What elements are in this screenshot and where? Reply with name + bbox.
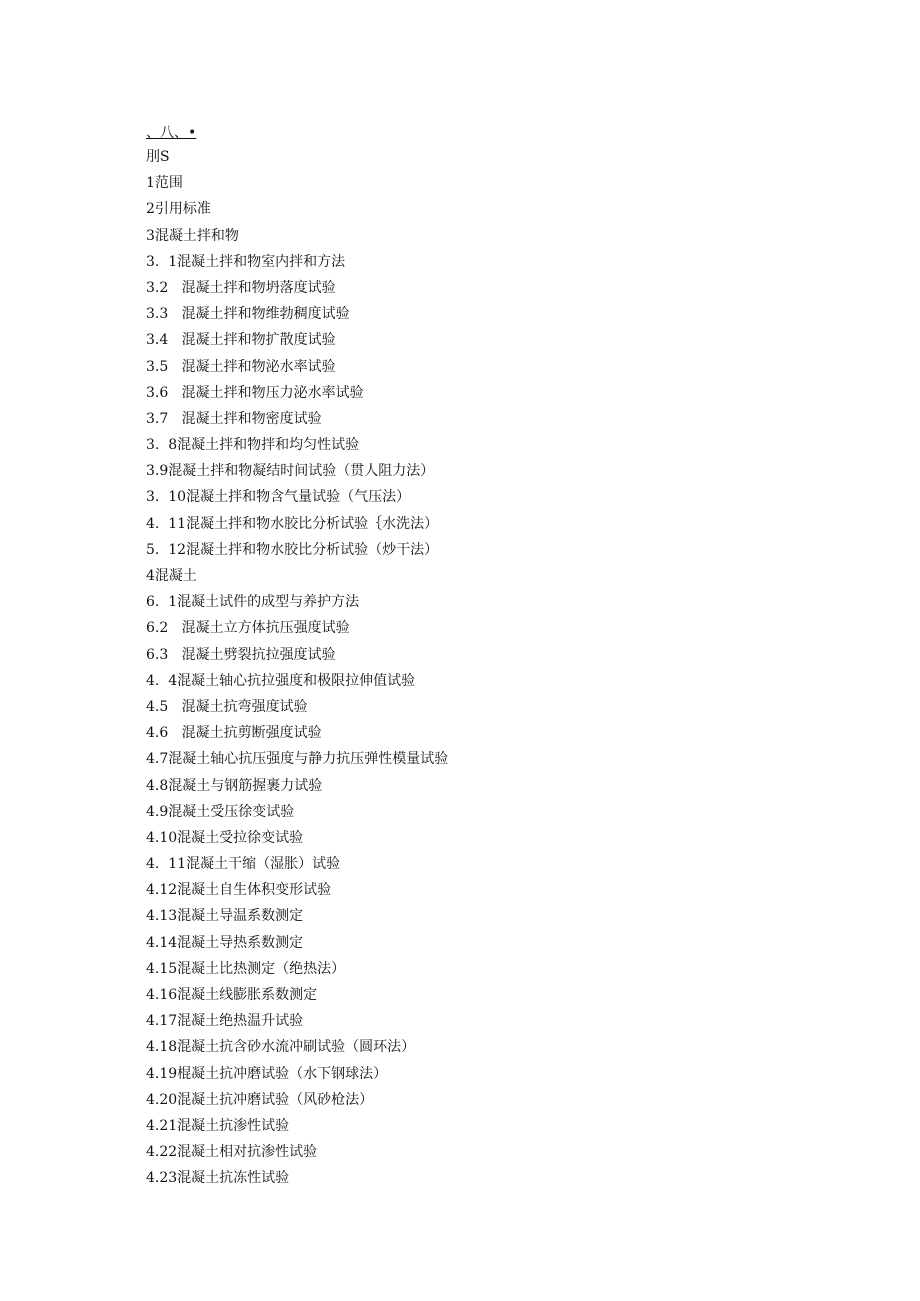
toc-item: 6.3 混凝土劈裂抗拉强度试验 <box>146 646 336 663</box>
toc-item: 4.20混凝土抗冲磨试验（风砂枪法） <box>146 1091 374 1108</box>
toc-item: 4.17混凝土绝热温升试验 <box>146 1013 304 1030</box>
toc-item: 3.6 混凝土拌和物压力泌水率试验 <box>146 384 364 401</box>
toc-item: 4.5 混凝土抗弯强度试验 <box>146 698 308 715</box>
toc-item: 4. 11混凝土干缩（湿胀）试验 <box>146 856 341 873</box>
toc-item: 1范围 <box>146 175 183 192</box>
toc-item: 3.7 混凝土拌和物密度试验 <box>146 410 322 427</box>
toc-item: 4.7混凝土轴心抗压强度与静力抗压弹性模量试验 <box>146 751 449 768</box>
toc-item: 6.2 混凝土立方体抗压强度试验 <box>146 620 350 637</box>
toc-item: 5. 12混凝土拌和物水胶比分析试验（炒干法） <box>146 541 439 558</box>
toc-item: 4.12混凝土自生体积变形试验 <box>146 882 332 899</box>
toc-item: 4.6 混凝土抗剪断强度试验 <box>146 725 322 742</box>
toc-item: 4. 4混凝土轴心抗拉强度和极限拉伸值试验 <box>146 672 416 689</box>
toc-item: 4.14混凝土导热系数测定 <box>146 934 304 951</box>
toc-item: 3.9混凝土拌和物凝结时间试验（贯人阻力法） <box>146 463 435 480</box>
toc-item: 4.21混凝土抗渗性试验 <box>146 1117 290 1134</box>
toc-item: 3. 8混凝土拌和物拌和均匀性试验 <box>146 437 360 454</box>
toc-item: 4.15混凝土比热测定（绝热法） <box>146 960 346 977</box>
toc-item: 6. 1混凝土试件的成型与养护方法 <box>146 594 360 611</box>
toc-item: 4.18混凝土抗含砂水流冲刷试验（圆环法） <box>146 1039 416 1056</box>
toc-item: 3. 1混凝土拌和物室内拌和方法 <box>146 253 346 270</box>
section-header-mark: 、八、• <box>146 125 197 141</box>
toc-item: 刖S <box>146 149 170 165</box>
table-of-contents <box>146 146 448 1194</box>
toc-item: 4.8混凝土与钢筋握裹力试验 <box>146 777 323 794</box>
toc-item: 4.16混凝土线膨胀系数测定 <box>146 987 318 1003</box>
toc-item: 4.19棍凝土抗冲磨试验（水下钢球法） <box>146 1065 388 1082</box>
toc-item: 4混凝土 <box>146 568 197 584</box>
toc-item: 3.4 混凝土拌和物扩散度试验 <box>146 332 336 349</box>
toc-item: 4.9混凝土受压徐变试验 <box>146 803 295 820</box>
toc-item: 4. 11混凝土拌和物水胶比分析试验｛水洗法） <box>146 515 439 532</box>
toc-item: 2引用标准 <box>146 201 211 218</box>
toc-item: 4.23混凝土抗冻性试验 <box>146 1170 290 1187</box>
toc-item: 3混凝土拌和物 <box>146 227 239 244</box>
toc-item: 4.13混凝土导温系数测定 <box>146 908 304 925</box>
toc-item: 3.3 混凝土拌和物维勃稠度试验 <box>146 306 350 323</box>
toc-item: 4.22混凝土相对抗渗性试验 <box>146 1144 318 1161</box>
toc-item: 3. 10混凝土拌和物含气量试验（气压法） <box>146 489 411 506</box>
toc-item: 3.5 混凝土拌和物泌水率试验 <box>146 358 336 375</box>
toc-item: 3.2 混凝土拌和物坍落度试验 <box>146 279 336 296</box>
toc-item: 4.10混凝土受拉徐变试验 <box>146 829 304 846</box>
